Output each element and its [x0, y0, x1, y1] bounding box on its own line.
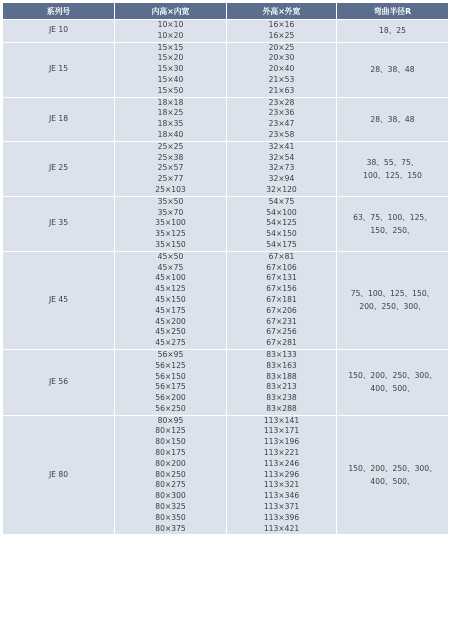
- header-bend-radius: 弯曲半径R: [337, 3, 449, 20]
- inner-size-cell: 18×35: [115, 119, 227, 130]
- outer-size-cell: 67×206: [227, 306, 337, 317]
- outer-size-cell: 20×40: [227, 64, 337, 75]
- inner-size-cell: 15×50: [115, 86, 227, 97]
- inner-size-cell: 80×300: [115, 491, 227, 502]
- inner-size-cell: 56×175: [115, 382, 227, 393]
- inner-size-cell: 56×250: [115, 404, 227, 415]
- bend-radius-line: 28、38、48: [370, 65, 415, 75]
- inner-size-cell: 80×325: [115, 502, 227, 513]
- bend-radius-line: 38、55、75、: [366, 157, 419, 167]
- outer-size-cell: 83×288: [227, 404, 337, 415]
- header-outer-size: 外高×外宽: [227, 3, 337, 20]
- outer-size-cell: 32×54: [227, 153, 337, 164]
- outer-size-cell: 54×100: [227, 208, 337, 219]
- outer-size-cell: 113×396: [227, 513, 337, 524]
- series-cell: JE 18: [3, 97, 115, 141]
- outer-size-cell: 16×16: [227, 20, 337, 31]
- inner-size-cell: 25×103: [115, 185, 227, 196]
- bend-radius-cell: [337, 415, 449, 535]
- bend-radius-line: 28、38、48: [370, 114, 415, 124]
- inner-size-cell: 80×350: [115, 513, 227, 524]
- table-row: [3, 97, 449, 108]
- outer-size-cell: 54×125: [227, 218, 337, 229]
- outer-size-cell: 23×58: [227, 130, 337, 141]
- outer-size-cell: 113×196: [227, 437, 337, 448]
- inner-size-cell: 80×375: [115, 524, 227, 535]
- inner-size-cell: 56×150: [115, 372, 227, 383]
- inner-size-cell: 56×95: [115, 349, 227, 360]
- outer-size-cell: 113×246: [227, 459, 337, 470]
- outer-size-cell: 21×53: [227, 75, 337, 86]
- outer-size-cell: 83×163: [227, 361, 337, 372]
- inner-size-cell: 80×95: [115, 415, 227, 426]
- bend-radius-line: 75、100、125、150、: [350, 289, 435, 299]
- outer-size-cell: 20×30: [227, 53, 337, 64]
- outer-size-cell: 16×25: [227, 31, 337, 42]
- outer-size-cell: 23×36: [227, 108, 337, 119]
- inner-size-cell: 45×50: [115, 251, 227, 262]
- outer-size-cell: 113×296: [227, 470, 337, 481]
- header-inner-size: 内高×内宽: [115, 3, 227, 20]
- series-cell: JE 10: [3, 20, 115, 43]
- outer-size-cell: 21×63: [227, 86, 337, 97]
- series-cell: JE 15: [3, 42, 115, 97]
- header-series: 系列号: [3, 3, 115, 20]
- inner-size-cell: 35×125: [115, 229, 227, 240]
- outer-size-cell: 83×213: [227, 382, 337, 393]
- series-cell: JE 25: [3, 141, 115, 196]
- table-row: [3, 196, 449, 207]
- inner-size-cell: 45×100: [115, 273, 227, 284]
- inner-size-cell: 45×175: [115, 306, 227, 317]
- outer-size-cell: 54×150: [227, 229, 337, 240]
- table-body: [3, 20, 449, 535]
- table-row: [3, 141, 449, 152]
- table-header: [3, 3, 449, 20]
- outer-size-cell: 113×421: [227, 524, 337, 535]
- bend-radius-line: 150、250、: [370, 225, 415, 235]
- outer-size-cell: 67×281: [227, 338, 337, 349]
- inner-size-cell: 18×40: [115, 130, 227, 141]
- outer-size-cell: 32×120: [227, 185, 337, 196]
- inner-size-cell: 15×30: [115, 64, 227, 75]
- inner-size-cell: 25×25: [115, 141, 227, 152]
- inner-size-cell: 15×20: [115, 53, 227, 64]
- bend-radius-line: 18、25: [379, 26, 406, 36]
- inner-size-cell: 45×250: [115, 327, 227, 338]
- inner-size-cell: 35×50: [115, 196, 227, 207]
- outer-size-cell: 32×41: [227, 141, 337, 152]
- outer-size-cell: 67×156: [227, 284, 337, 295]
- outer-size-cell: 113×371: [227, 502, 337, 513]
- outer-size-cell: 113×141: [227, 415, 337, 426]
- outer-size-cell: 54×75: [227, 196, 337, 207]
- inner-size-cell: 45×275: [115, 338, 227, 349]
- bend-radius-cell: [337, 97, 449, 141]
- inner-size-cell: 35×100: [115, 218, 227, 229]
- outer-size-cell: 67×131: [227, 273, 337, 284]
- inner-size-cell: 35×70: [115, 208, 227, 219]
- bend-radius-cell: [337, 42, 449, 97]
- outer-size-cell: 113×221: [227, 448, 337, 459]
- inner-size-cell: 10×10: [115, 20, 227, 31]
- table-row: [3, 415, 449, 426]
- inner-size-cell: 80×125: [115, 426, 227, 437]
- outer-size-cell: 20×25: [227, 42, 337, 53]
- table-row: [3, 42, 449, 53]
- table-row: [3, 349, 449, 360]
- outer-size-cell: 23×47: [227, 119, 337, 130]
- inner-size-cell: 15×40: [115, 75, 227, 86]
- bend-radius-line: 100、125、150: [363, 170, 422, 180]
- inner-size-cell: 80×250: [115, 470, 227, 481]
- inner-size-cell: 80×275: [115, 480, 227, 491]
- outer-size-cell: 23×28: [227, 97, 337, 108]
- inner-size-cell: 80×175: [115, 448, 227, 459]
- inner-size-cell: 80×200: [115, 459, 227, 470]
- outer-size-cell: 32×73: [227, 163, 337, 174]
- bend-radius-cell: [337, 141, 449, 196]
- outer-size-cell: 83×133: [227, 349, 337, 360]
- outer-size-cell: 32×94: [227, 174, 337, 185]
- outer-size-cell: 67×81: [227, 251, 337, 262]
- bend-radius-cell: [337, 251, 449, 349]
- bend-radius-line: 400、500、: [370, 477, 415, 487]
- outer-size-cell: 67×181: [227, 295, 337, 306]
- inner-size-cell: 15×15: [115, 42, 227, 53]
- series-cell: JE 35: [3, 196, 115, 251]
- series-cell: JE 45: [3, 251, 115, 349]
- outer-size-cell: 113×346: [227, 491, 337, 502]
- inner-size-cell: 45×150: [115, 295, 227, 306]
- inner-size-cell: 10×20: [115, 31, 227, 42]
- inner-size-cell: 18×25: [115, 108, 227, 119]
- outer-size-cell: 113×321: [227, 480, 337, 491]
- table-row: [3, 20, 449, 31]
- bend-radius-line: 400、500、: [370, 384, 415, 394]
- inner-size-cell: 56×200: [115, 393, 227, 404]
- outer-size-cell: 83×188: [227, 372, 337, 383]
- series-cell: JE 56: [3, 349, 115, 415]
- outer-size-cell: 54×175: [227, 240, 337, 251]
- table-row: [3, 251, 449, 262]
- inner-size-cell: 25×77: [115, 174, 227, 185]
- spec-table: [2, 3, 449, 535]
- inner-size-cell: 25×38: [115, 153, 227, 164]
- outer-size-cell: 67×256: [227, 327, 337, 338]
- inner-size-cell: 45×200: [115, 317, 227, 328]
- inner-size-cell: 80×150: [115, 437, 227, 448]
- inner-size-cell: 18×18: [115, 97, 227, 108]
- inner-size-cell: 45×75: [115, 263, 227, 274]
- inner-size-cell: 35×150: [115, 240, 227, 251]
- outer-size-cell: 67×231: [227, 317, 337, 328]
- header-row: [3, 3, 449, 20]
- outer-size-cell: 113×171: [227, 426, 337, 437]
- bend-radius-line: 150、200、250、300、: [348, 371, 437, 381]
- bend-radius-cell: [337, 20, 449, 43]
- bend-radius-line: 63、75、100、125、: [353, 212, 432, 222]
- bend-radius-cell: [337, 196, 449, 251]
- inner-size-cell: 25×57: [115, 163, 227, 174]
- outer-size-cell: 83×238: [227, 393, 337, 404]
- inner-size-cell: 56×125: [115, 361, 227, 372]
- series-cell: JE 80: [3, 415, 115, 535]
- bend-radius-line: 200、250、300、: [359, 302, 426, 312]
- outer-size-cell: 67×106: [227, 263, 337, 274]
- bend-radius-line: 150、200、250、300、: [348, 464, 437, 474]
- inner-size-cell: 45×125: [115, 284, 227, 295]
- bend-radius-cell: [337, 349, 449, 415]
